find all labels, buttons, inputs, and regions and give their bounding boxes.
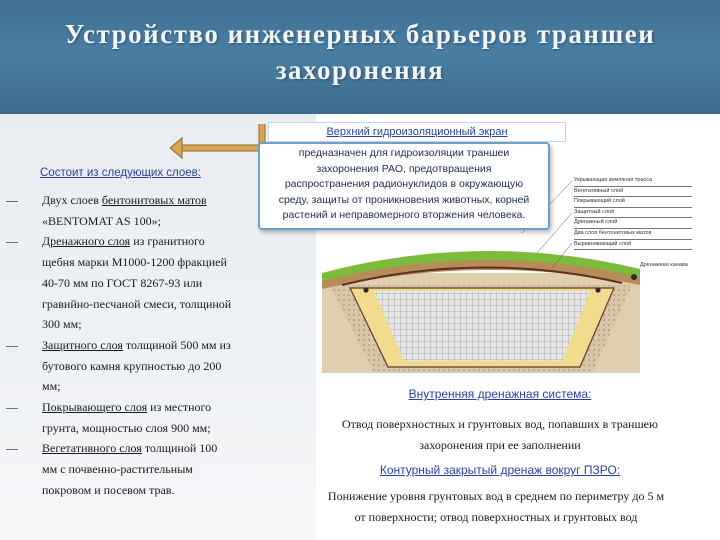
layer-2-line-3: 40-70 мм по ГОСТ 8267-93 или xyxy=(42,275,203,290)
screen-line: растений и неправомерного вторжения человека. xyxy=(282,209,526,221)
layer-3-line-3: мм; xyxy=(42,379,61,394)
bullet-dash: — xyxy=(6,337,18,352)
layer-item xyxy=(0,438,270,500)
internal-line: Отвод поверхностных и грунтовых вод, попавших в траншею xyxy=(342,417,658,431)
layer-item xyxy=(0,335,270,397)
drainage-ditch-marker xyxy=(631,274,637,280)
bullet-dash: — xyxy=(6,400,18,415)
screen-line: среду, защиты от проникновения животных, корней xyxy=(278,193,530,206)
legend-item: Покрывающий слой xyxy=(574,197,692,208)
contour-drainage-title: Контурный закрытый дренаж вокруг ПЗРО: xyxy=(379,463,621,477)
bent-arrow-icon xyxy=(150,118,270,172)
legend-item: Два слоя бентонитовых матов xyxy=(574,229,692,240)
legend-item: Дренажный слой xyxy=(574,218,692,229)
layers-heading: Состоит из следующих слоев: xyxy=(40,167,201,179)
contour-drainage-text xyxy=(286,486,706,528)
screen-title: Верхний гидроизоляционный экран xyxy=(268,122,566,142)
layer-2-term: Дренажного слоя xyxy=(42,234,131,249)
layer-4-term: Покрывающего слоя xyxy=(42,400,148,415)
layer-3-line-1: толщиной 500 мм из xyxy=(122,337,231,352)
drain-label: Дренажная канава xyxy=(640,262,688,268)
slide-title xyxy=(40,16,680,88)
drain-pipe-icon xyxy=(595,287,600,292)
layer-4-line-1: из местного xyxy=(147,400,212,415)
layer-1-term: бентонитовых матов xyxy=(101,193,207,207)
layer-3-term: Защитного слоя xyxy=(42,337,123,352)
layer-2-line-4: гравийно-песчаной смеси, толщиной xyxy=(42,296,232,311)
layer-2-line-5: 300 мм; xyxy=(42,317,82,332)
drain-pipe-icon xyxy=(363,287,368,292)
internal-line: захоронения при ее заполнении xyxy=(419,438,581,452)
layers-list xyxy=(0,190,270,501)
layer-5-line-2: мм с почвенно-растительным xyxy=(42,462,193,477)
bullet-dash: — xyxy=(6,193,18,207)
layer-5-line-1: толщиной 100 xyxy=(141,441,218,456)
legend-item: Защитный слой xyxy=(574,208,692,219)
layer-5-term: Вегетативного слоя xyxy=(42,441,142,456)
waste-modules xyxy=(374,291,590,361)
screen-description-box xyxy=(258,142,550,230)
layer-item xyxy=(0,397,270,438)
layer-2-line-2: щебня марки М1000-1200 фракцией xyxy=(42,255,227,270)
legend-item: Вегетативный слой xyxy=(574,187,692,198)
diagram-legend xyxy=(574,176,692,250)
layer-5-line-3: покровом и посевом трав. xyxy=(42,482,175,497)
contour-line: от поверхности; отвод поверхностных и грунтовых вод xyxy=(354,510,638,524)
bullet-dash: — xyxy=(6,234,18,249)
layer-2-line-1: из гранитного xyxy=(130,234,205,249)
layer-1-line-2: «BENTOMAT AS 100»; xyxy=(42,213,161,228)
legend-item: Выравнивающий слой xyxy=(574,240,692,251)
screen-line: распространения радионуклидов в окружающую xyxy=(284,178,524,190)
layer-item xyxy=(0,231,270,335)
layer-1-line-1a: Двух слоев xyxy=(42,193,102,207)
contour-line: Понижение уровня грунтовых вод в среднем по периметру до 5 м xyxy=(327,489,665,503)
legend-item: Укрывающая земляная трасса xyxy=(574,176,692,187)
slide-title-line-1: Устройство инженерных барьеров траншеи xyxy=(64,19,656,49)
internal-drainage-text xyxy=(300,414,700,456)
layer-4-line-2: грунта, мощностью слоя 900 мм; xyxy=(42,420,211,435)
bullet-dash: — xyxy=(6,441,18,456)
internal-drainage-title: Внутренняя дренажная система: xyxy=(408,387,592,401)
screen-line: захоронения РАО, предотвращения xyxy=(316,162,492,175)
screen-line: предназначен для гидроизоляции траншеи xyxy=(298,147,510,159)
layer-3-line-2: бутового камня крупностью до 200 xyxy=(42,358,222,373)
layer-item xyxy=(0,190,270,231)
slide-title-line-2: захоронения xyxy=(275,55,445,85)
